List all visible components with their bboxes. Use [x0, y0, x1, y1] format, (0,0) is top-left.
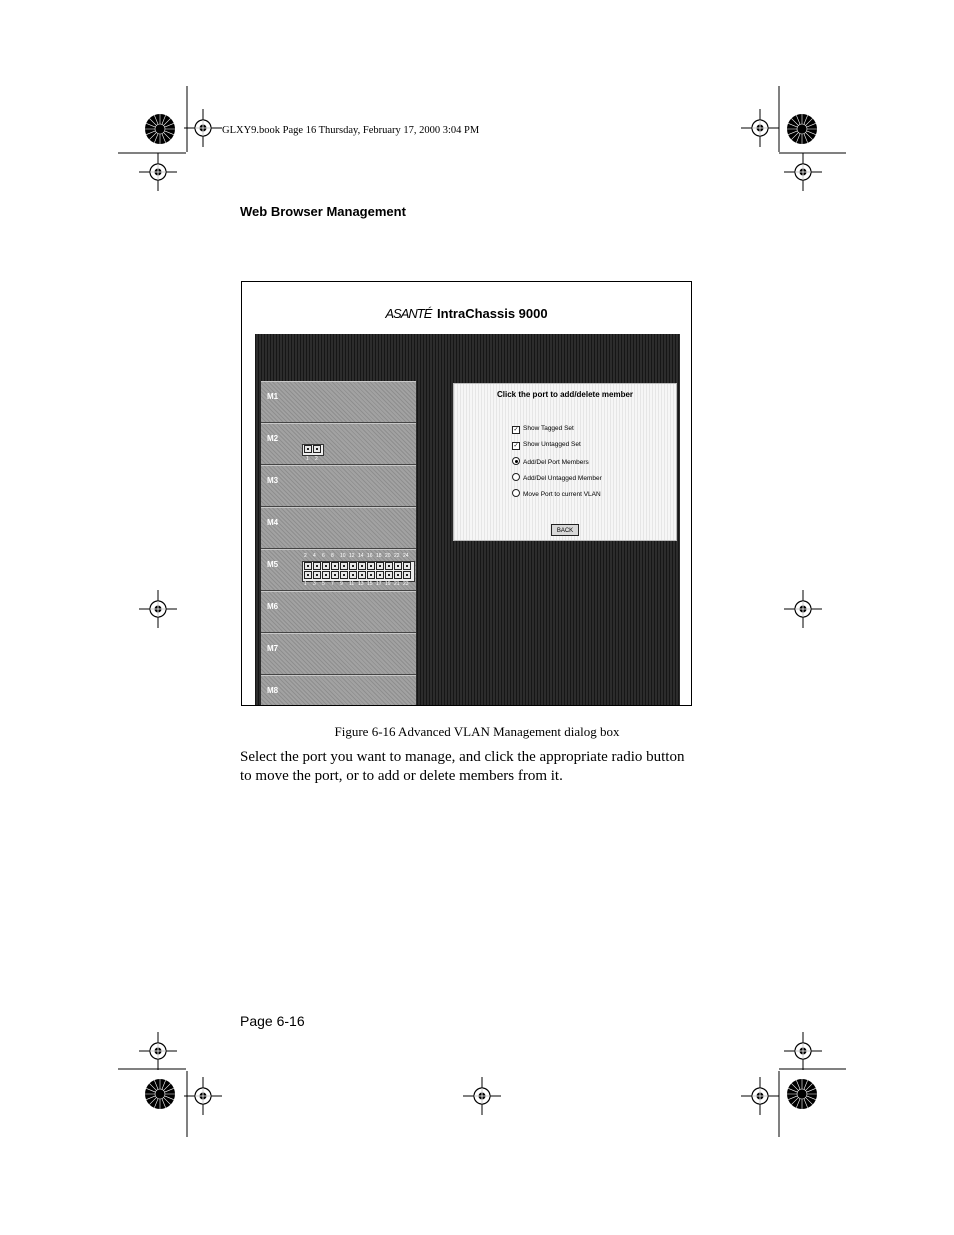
port-number: 8 [331, 553, 334, 559]
port-1[interactable] [304, 445, 312, 453]
module-m1[interactable] [261, 381, 416, 423]
port-20[interactable] [385, 562, 393, 570]
radio-selected-icon[interactable] [512, 457, 520, 465]
port-12[interactable] [349, 562, 357, 570]
module-label: M8 [267, 686, 279, 695]
port-11[interactable] [349, 571, 357, 579]
port-number: 9 [340, 581, 343, 587]
brand-header [242, 306, 691, 321]
module-m2[interactable] [261, 423, 416, 465]
port-8[interactable] [331, 562, 339, 570]
option-label: Show Tagged Set [523, 425, 574, 432]
port-number: 5 [322, 581, 325, 587]
print-slug: GLXY9.book Page 16 Thursday, February 17, 2000 3:04 PM [222, 125, 480, 136]
port-number: 23 [403, 581, 409, 587]
port-number: 13 [358, 581, 364, 587]
port-number: 1 [304, 581, 307, 587]
figure-screenshot [241, 281, 692, 706]
port-3[interactable] [313, 571, 321, 579]
option-show-untagged-set[interactable] [512, 441, 581, 450]
brand-name: IntraChassis 9000 [437, 306, 548, 321]
module-m8[interactable] [261, 675, 416, 706]
port-13[interactable] [358, 571, 366, 579]
checkbox-icon[interactable]: ✓ [513, 443, 519, 449]
checkbox-icon[interactable]: ✓ [513, 427, 519, 433]
option-add-del-port-members[interactable] [512, 457, 589, 466]
port-number: 7 [331, 581, 334, 587]
option-show-tagged-set[interactable] [512, 425, 574, 434]
module-m5[interactable] [261, 549, 416, 591]
option-label: Add/Del Untagged Member [523, 475, 602, 482]
port-number: 17 [376, 581, 382, 587]
port-14[interactable] [358, 562, 366, 570]
port-2[interactable] [313, 445, 321, 453]
port-number: 22 [394, 553, 400, 559]
body-paragraph: Select the port you want to manage, and click the appropriate radio button to move the port, or to add or delete members from it. [240, 749, 685, 784]
port-7[interactable] [331, 571, 339, 579]
module-label: M3 [267, 476, 279, 485]
port-4[interactable] [313, 562, 321, 570]
port-number: 14 [358, 553, 364, 559]
port-number: 20 [385, 553, 391, 559]
module-label: M1 [267, 392, 279, 401]
module-label: M6 [267, 602, 279, 611]
page-number: Page 6-16 [240, 1013, 305, 1029]
port-10[interactable] [340, 562, 348, 570]
port-number: 6 [322, 553, 325, 559]
port-number: 11 [349, 581, 355, 587]
port-number: 2 [315, 456, 318, 462]
option-move-port-to-current-vlan[interactable] [512, 489, 601, 498]
port-16[interactable] [367, 562, 375, 570]
port-22[interactable] [394, 562, 402, 570]
port-number: 24 [403, 553, 409, 559]
port-number: 1 [306, 456, 309, 462]
port-5[interactable] [322, 571, 330, 579]
radio-icon[interactable] [512, 473, 520, 481]
port-number: 15 [367, 581, 373, 587]
port-number: 19 [385, 581, 391, 587]
module-label: M7 [267, 644, 279, 653]
port-number: 10 [340, 553, 346, 559]
figure-caption: Figure 6-16 Advanced VLAN Management dialog box [334, 724, 620, 739]
port-23[interactable] [403, 571, 411, 579]
module-m4[interactable] [261, 507, 416, 549]
port-21[interactable] [394, 571, 402, 579]
port-9[interactable] [340, 571, 348, 579]
port-15[interactable] [367, 571, 375, 579]
port-6[interactable] [322, 562, 330, 570]
module-m3[interactable] [261, 465, 416, 507]
module-label: M2 [267, 434, 279, 443]
vlan-member-dialog [453, 383, 677, 541]
option-add-del-untagged-member[interactable] [512, 473, 602, 482]
port-19[interactable] [385, 571, 393, 579]
module-m6[interactable] [261, 591, 416, 633]
module-label: M5 [267, 560, 279, 569]
port-24[interactable] [403, 562, 411, 570]
port-2[interactable] [304, 562, 312, 570]
port-17[interactable] [376, 571, 384, 579]
dialog-title: Click the port to add/delete member [496, 390, 634, 399]
port-number: 21 [394, 581, 400, 587]
module-label: M4 [267, 518, 279, 527]
asante-logo: ASANTÉ [385, 306, 432, 321]
option-label: Show Untagged Set [523, 441, 581, 448]
port-number: 3 [313, 581, 316, 587]
port-number: 4 [313, 553, 316, 559]
port-1[interactable] [304, 571, 312, 579]
chassis-panel [255, 334, 680, 706]
port-number: 12 [349, 553, 355, 559]
port-number: 16 [367, 553, 373, 559]
option-label: Move Port to current VLAN [523, 491, 601, 498]
option-label: Add/Del Port Members [523, 459, 589, 466]
port-number: 2 [304, 553, 307, 559]
port-number: 18 [376, 553, 382, 559]
radio-icon[interactable] [512, 489, 520, 497]
port-18[interactable] [376, 562, 384, 570]
module-m7[interactable] [261, 633, 416, 675]
running-head: Web Browser Management [240, 204, 406, 219]
back-button[interactable]: BACK [551, 524, 579, 536]
